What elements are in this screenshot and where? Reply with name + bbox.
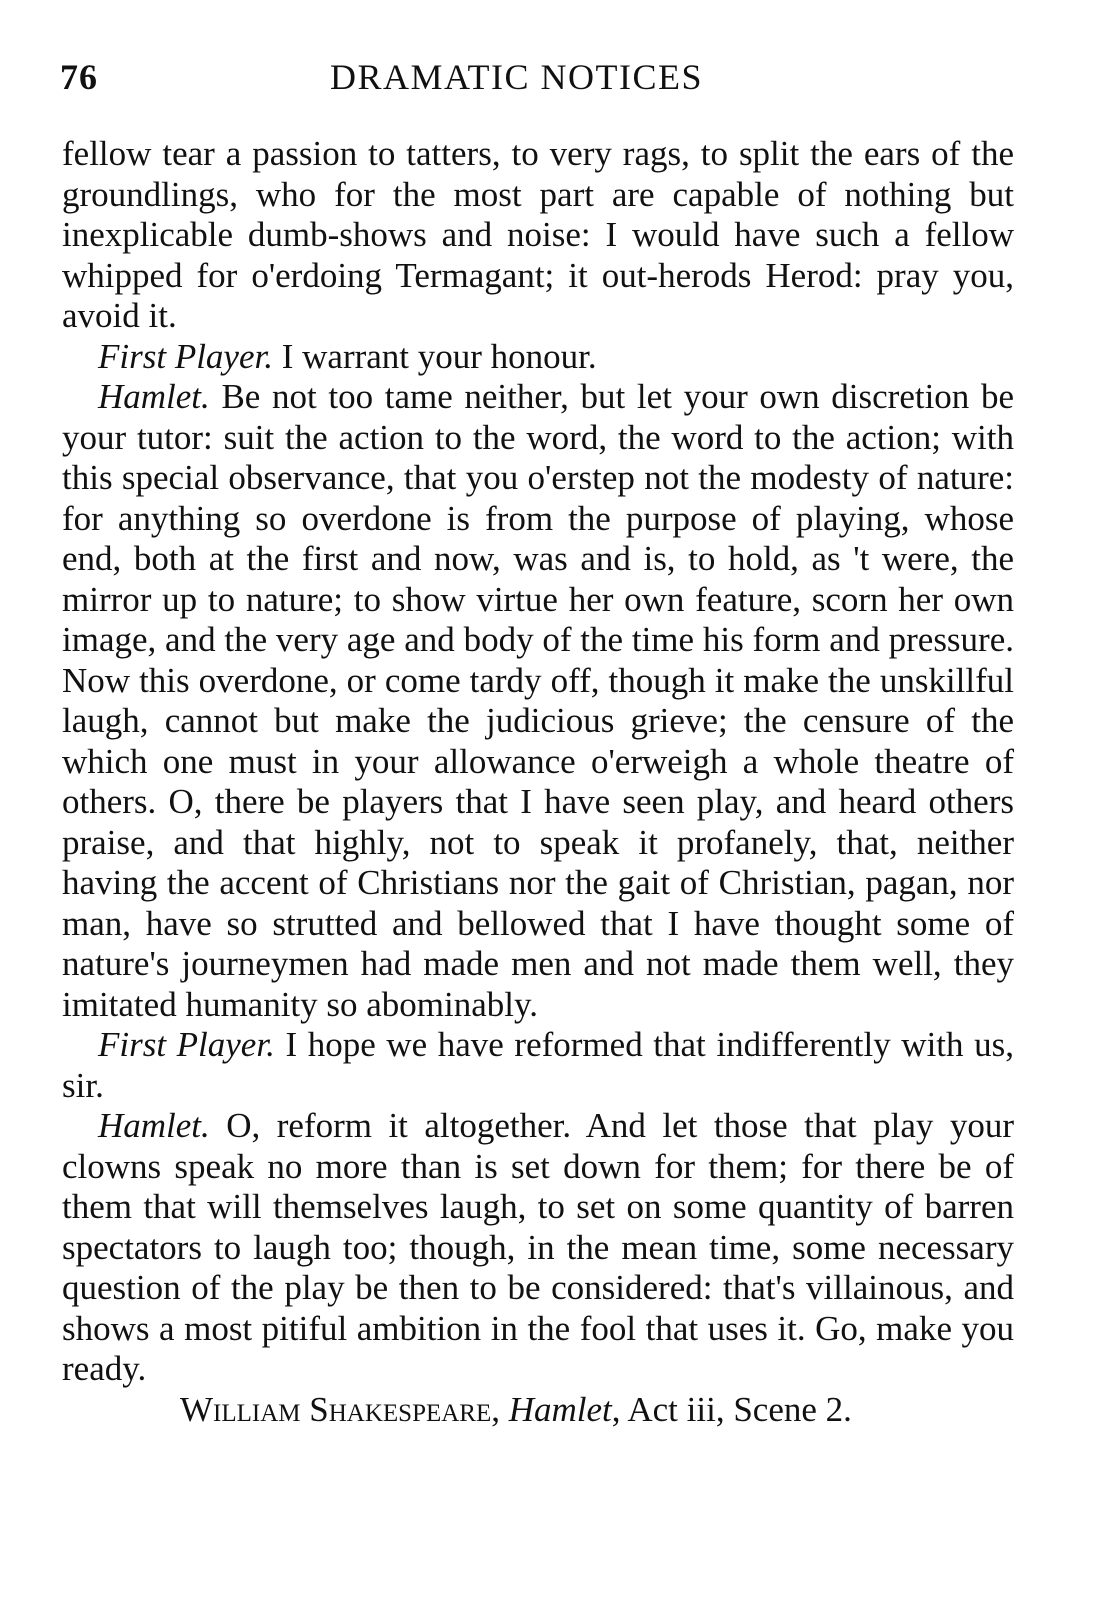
attribution-work: Hamlet [508, 1389, 612, 1429]
speech-text: I warrant your honour. [272, 336, 597, 376]
attribution-location: , Act iii, Scene 2. [611, 1389, 852, 1429]
attribution-separator: , [491, 1389, 509, 1429]
speech-hamlet-1 [62, 377, 1014, 1025]
source-attribution [62, 1390, 1014, 1431]
passage-text [62, 134, 1014, 1430]
speech-hamlet-2 [62, 1106, 1014, 1390]
speaker-label: Hamlet. [98, 1106, 210, 1145]
speaker-label: First Player. [98, 336, 273, 376]
speech-text: O, reform it altogether. And let those that play your clowns speak no more than is set down for them; for there be of them that will themselves laugh, to set on some quantity of barren spectators to laugh too; though, in the mean time, some necessary question of the play be then to be considered: that's villainous, and shows a most pitiful ambition in the fool that uses it. Go, make you ready. [62, 1106, 1014, 1388]
continued-paragraph: fellow tear a passion to tatters, to very rags, to split the ears of the groundlings, who for the most part are capable of nothing but inexplicable dumb-shows and noise: I would have such a fellow whipped for o'erdoing Termagant; it out-herods Herod: pray you, avoid it. [62, 134, 1014, 335]
speech-text: I hope we have reformed that indifferently with us, sir. [62, 1025, 1014, 1105]
speech-first-player-2 [62, 1025, 1014, 1106]
speech-first-player-1 [62, 337, 1014, 378]
speech-text: Be not too tame neither, but let your own discretion be your tutor: suit the action to the word, the word to the action; with this special observance, that you o'erstep not the modesty of nature: for anything so overdone is from the purpose of playing, whose end, both at the first and now, was and is, to hold, as 't were, the mirror up to nature; to show virtue her own feature, scorn her own image, and the very age and body of the time his form and pressure. Now this overdone, or come tardy off, though it make the unskillful laugh, cannot but make the judicious grieve; the censure of the which one must in your allowance o'erweigh a whole theatre of others. O, there be players that I have seen play, and heard others praise, and that highly, not to speak it profanely, that, neither having the accent of Christians nor the gait of Christian, pagan, nor man, have so strutted and bellowed that I have thought some of nature's journeymen had made men and not made them well, they imitated humanity so abominably. [62, 377, 1014, 1024]
attribution-author: William Shakespeare [180, 1389, 492, 1429]
speaker-label: First Player. [98, 1025, 275, 1064]
page-number: 76 [60, 57, 98, 97]
running-head-title: DRAMATIC NOTICES [330, 57, 704, 97]
running-head [62, 48, 1014, 104]
speaker-label: Hamlet. [98, 377, 210, 416]
book-page [62, 48, 1014, 1430]
